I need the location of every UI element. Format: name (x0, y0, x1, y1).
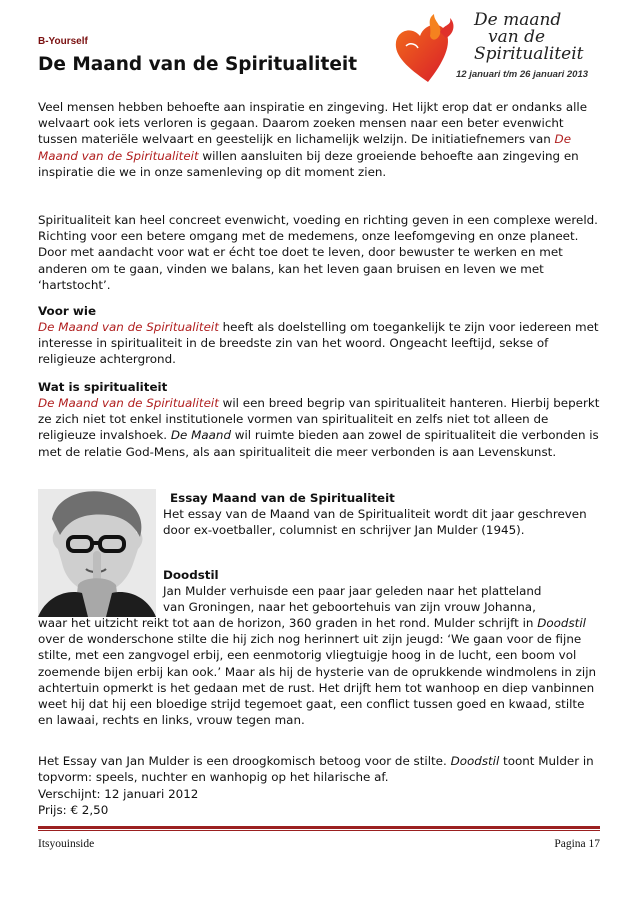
voor-wie-paragraph: De Maand van de Spiritualiteit heeft als doelstelling om toegankelijk te zijn voor iedereen met interesse in spiritualiteit in de breedste zin van het woord. Ongeacht leeftijd, sekse of religieuze achtergrond. (38, 320, 599, 367)
intro-paragraph-2: Spiritualiteit kan heel concreet evenwicht, voeding en richting geven in een complexe wereld. Richting voor een betere omgang met de medemens, onze leefomgeving en onze planeet. Door met aandacht voor wat er écht toe doet te leven, door bewuster te werken en met anderen om te gaan, vinden we balans, kan het leven gaan bruisen en leven we met ‘hartstocht’. (38, 213, 598, 292)
logo-line-2: van de (488, 27, 546, 47)
event-name-link: De Maand van de Spiritualiteit (38, 320, 219, 334)
publish-date: Verschijnt: 12 januari 2012 (38, 787, 199, 801)
logo-dates: 12 januari t/m 26 januari 2013 (456, 69, 589, 80)
footer-divider-thin (38, 830, 600, 831)
essay-heading: Essay Maand van de Spiritualiteit (170, 491, 395, 505)
footer-divider (38, 826, 600, 829)
doodstil-heading: Doodstil (163, 568, 219, 582)
section-label: B-Yourself (38, 36, 88, 47)
intro-paragraph-1: Veel mensen hebben behoefte aan inspiratie en zingeving. Het lijkt erop dat er ondanks alle welvaart ook iets verloren is gegaan. Daarom zoeken mensen naar een beter evenwicht tussen materiële welvaart en geestelijk en lichamelijk welzijn. De initiatiefnemers van De Maand van de Spiritualiteit willen aansluiten bij deze groeiende behoefte aan zingeving en inspiratie die we in onze samenleving op dit moment zien. (38, 100, 588, 179)
wat-is-paragraph: De Maand van de Spiritualiteit wil een breed begrip van spiritualiteit hanteren. Hierbij beperkt ze zich niet tot enkel institutionele vormen van spiritualiteit en zelfs niet tot alleen de religieuze invalshoek. De Maand wil ruimte bieden aan zowel de spiritualiteit die verbonden is met de relatie God-Mens, als aan spiritualiteit die meer verbonden is aan Levenskunst. (38, 396, 600, 459)
page-title: De Maand van de Spiritualiteit (38, 54, 358, 75)
logo-line-3: Spiritualiteit (474, 44, 584, 64)
event-name-link: De Maand van de Spiritualiteit (38, 396, 219, 410)
logo-line-1: De maand (474, 10, 562, 30)
footer-publication: Itsyouinside (38, 838, 95, 850)
event-logo (390, 12, 620, 92)
closing-paragraph: Het Essay van Jan Mulder is een droogkomisch betoog voor de stilte. Doodstil toont Mulder in topvorm: speels, nuchter en wanhopig op het hilarische af. (38, 754, 594, 785)
voor-wie-heading: Voor wie (38, 304, 97, 318)
doodstil-line-2: van Groningen, naar het geboortehuis van zijn vrouw Johanna, (163, 600, 536, 614)
event-name-link: De Maand van de Spiritualiteit (38, 132, 572, 163)
page-number: Pagina 17 (554, 838, 600, 850)
essay-paragraph: Het essay van de Maand van de Spiritualiteit wordt dit jaar geschreven door ex-voetballer, columnist en schrijver Jan Mulder (1945). (163, 507, 587, 538)
wat-is-heading: Wat is spiritualiteit (38, 380, 168, 394)
doodstil-line-1: Jan Mulder verhuisde een paar jaar geleden naar het platteland (163, 584, 542, 598)
doodstil-paragraph: waar het uitzicht reikt tot aan de horizon, 360 graden in het rond. Mulder schrijft in Doodstil over de wonderschone stilte die hij zich nog herinnert uit zijn jeugd: ‘We gaan voor de fijne stilte, met een zangvogel erbij, een eenmotorig vliegtuigje hoog in de lucht, een boom vol zoemende bijen erbij kan ook.’ Maar als hij de hysterie van de oprukkende windmolens in zijn achtertuin opmerkt is het gedaan met de rust. Het drijft hem tot wanhoop en diep vanbinnen weet hij dat hij een bloedige strijd tegemoet gaat, een conflict tussen goed en kwaad, stilte en lawaai, rechts en links, vrouw tegen man. (38, 616, 597, 728)
price: Prijs: € 2,50 (38, 803, 109, 817)
author-photo (38, 489, 156, 617)
